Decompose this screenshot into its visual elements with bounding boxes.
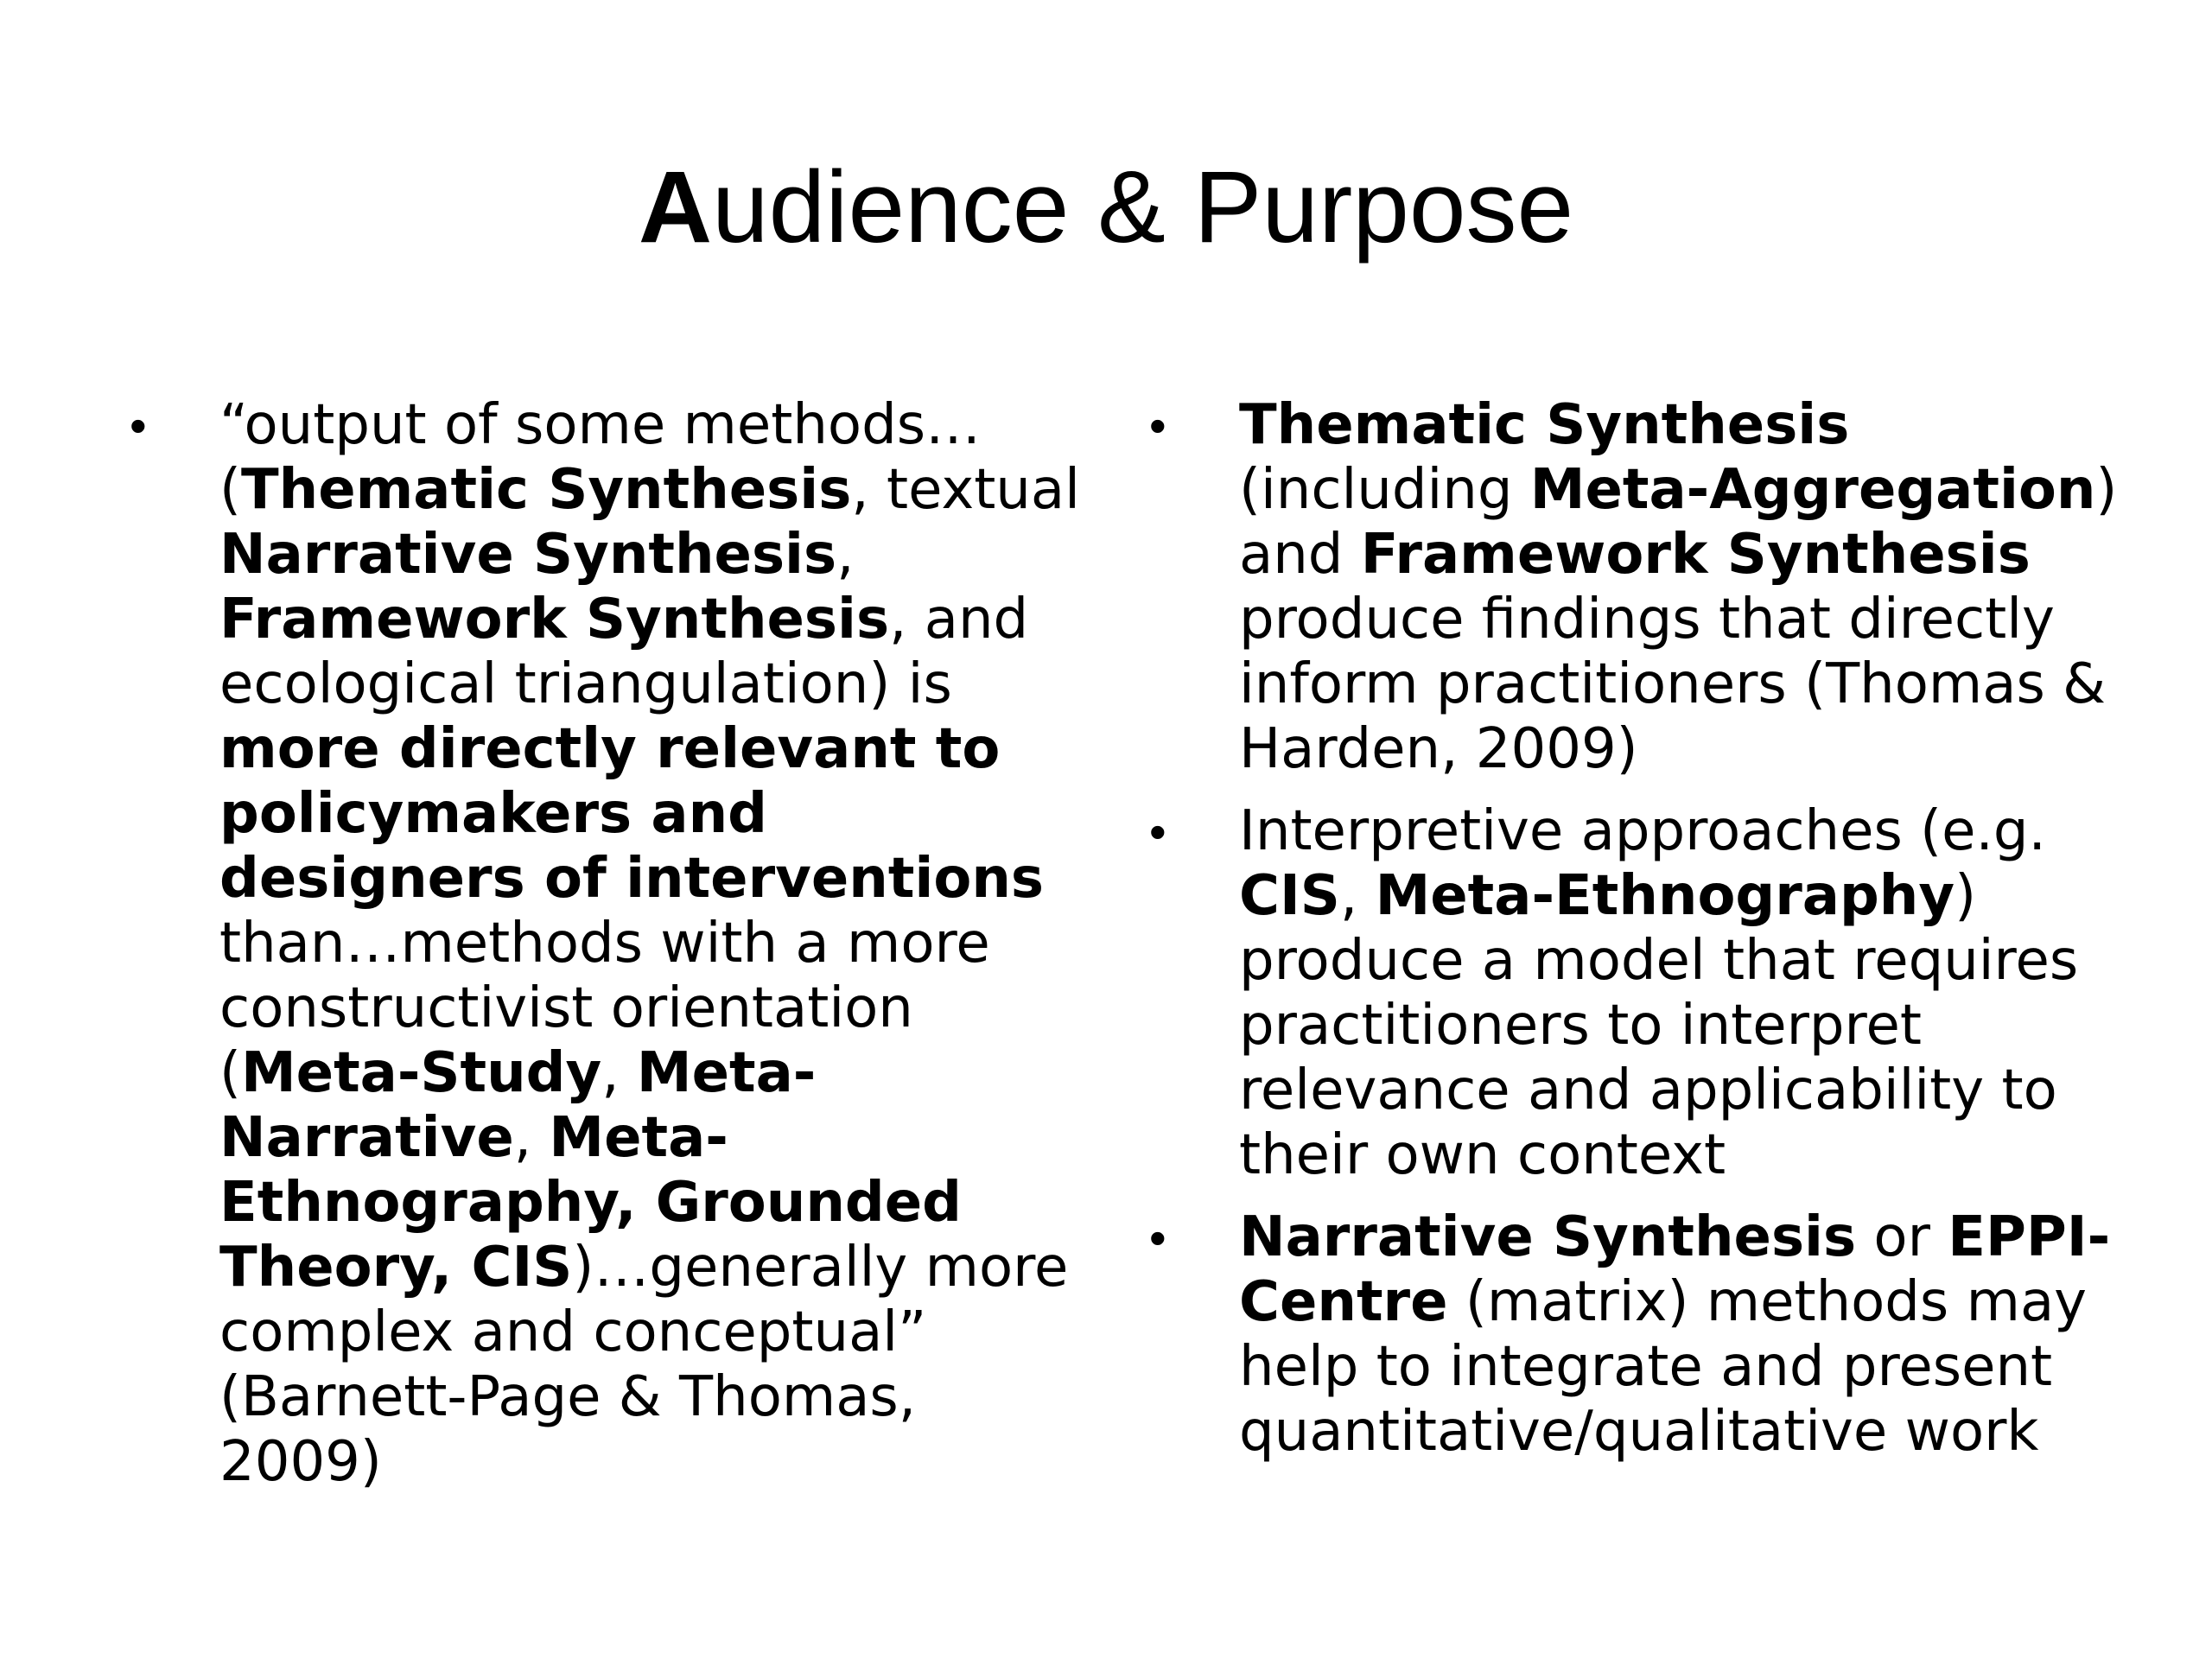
slide-title xyxy=(0,147,2212,268)
text-run-bold: Thematic Synthesis xyxy=(240,458,852,522)
text-run-bold: Thematic Synthesis xyxy=(1239,393,1850,457)
bullet-text xyxy=(219,393,1080,1494)
text-run-bold: Meta-Study xyxy=(240,1041,602,1105)
text-run: or xyxy=(1856,1205,1948,1269)
text-run: , and ecological triangulation) is xyxy=(219,588,1029,716)
text-run-bold: CIS xyxy=(1239,864,1340,928)
text-run: Interpretive approaches (e.g. xyxy=(1239,799,2046,863)
title-rest: udience & Purpose xyxy=(712,150,1574,264)
bullet-icon: • xyxy=(1149,804,1166,859)
text-run-bold: Narrative Synthesis xyxy=(1239,1205,1857,1269)
bullet-text xyxy=(1239,799,2078,1187)
text-run: , xyxy=(513,1106,550,1170)
title-initial: A xyxy=(638,150,713,264)
text-run: (matrix) methods may help to integrate and present quantitative/qualitative work xyxy=(1239,1270,2088,1464)
text-run: ) and xyxy=(1239,458,2118,587)
text-run: (including xyxy=(1239,458,1530,522)
text-run: ) produce a model that requires practitioners to interpret relevance and applicability to their own context xyxy=(1239,864,2079,1187)
text-run-bold: Meta-Aggregation xyxy=(1529,458,2096,522)
text-run: , xyxy=(1339,864,1376,928)
bullet-item xyxy=(1149,1205,2126,1465)
bullet-item xyxy=(1149,799,2126,1188)
text-run: , xyxy=(836,523,855,587)
text-run: , xyxy=(601,1041,637,1105)
text-run-bold: Framework Synthesis xyxy=(219,588,890,652)
text-run-bold: Narrative Synthesis xyxy=(219,523,837,587)
text-run-bold: EPPI-Centre xyxy=(1239,1205,2111,1334)
bullet-item xyxy=(130,393,1089,1495)
text-run: “output of some methods… ( xyxy=(219,393,982,522)
text-run: than…methods with a more constructivist orientation ( xyxy=(219,912,990,1105)
right-column xyxy=(1149,393,2126,1482)
text-run: , textual xyxy=(851,458,1080,522)
text-run-bold: Meta-Ethnography, Grounded Theory, CIS xyxy=(219,1106,962,1300)
text-run-bold: Meta-Narrative xyxy=(219,1041,817,1170)
bullet-icon: • xyxy=(130,398,147,453)
text-run-bold: Meta-Ethnography xyxy=(1375,864,1955,928)
text-run: produce findings that directly inform practitioners (Thomas & Harden, 2009) xyxy=(1239,588,2107,781)
text-run: )…generally more complex and conceptual” (Barnett-Page & Thomas, 2009) xyxy=(219,1236,1069,1494)
bullet-text xyxy=(1239,1205,2110,1464)
bullet-text xyxy=(1239,393,2117,781)
bullet-item xyxy=(1149,393,2126,782)
bullet-icon: • xyxy=(1149,1211,1166,1265)
bullet-icon: • xyxy=(1149,398,1166,453)
left-column xyxy=(130,393,1089,1512)
text-run-bold: more directly relevant to policymakers and designers of interventions xyxy=(219,717,1044,911)
text-run-bold: Framework Synthesis xyxy=(1360,523,2031,587)
